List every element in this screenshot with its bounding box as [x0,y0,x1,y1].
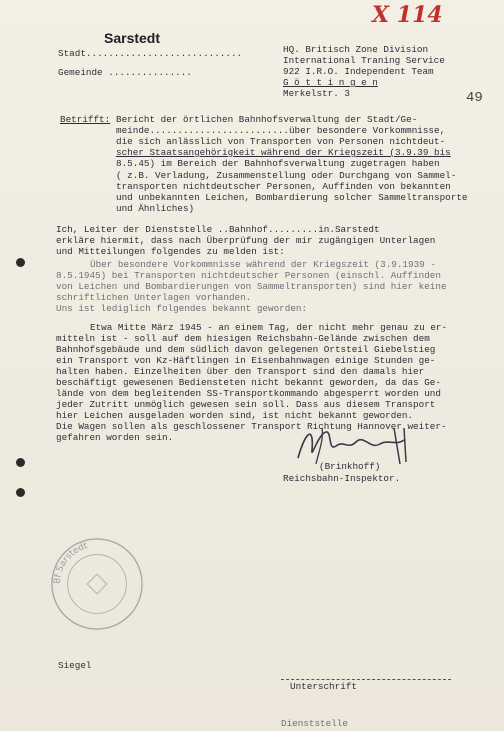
body-line: beschäftigt gewesenen Bediensteten nicht bekannt geworden, da das Ge- [56,377,441,388]
page-number: 49 [466,90,483,106]
body-line: halten haben. Einzelheiten über den Transport sind den damals hier [56,366,425,377]
stadt-dots: ............................ [85,48,243,59]
body-line: Die Wagen sollen als geschlossener Transport Richtung Hannover weiter- [56,421,447,432]
recipient-line-4: G ö t t i n g e n [283,77,378,88]
unterschrift-label: Unterschrift [290,681,357,692]
body-line: ein Transport von Kz-Häftlingen in Eisenbahnwagen einige Stunden ge- [56,355,436,366]
gemeinde-dots: ............... [108,67,192,78]
dienststelle-label: Dienststelle [281,718,348,729]
body-line: Bahnhofsgebäude und dem südlich davon gelegenen Ortsteil Giebelstieg [56,344,436,355]
stamp-ring-text: Bf Sarstedt [52,541,89,585]
subject-line: meinde.........................über besondere Vorkommnisse, [116,125,446,136]
subject-line: scher Staatsangehörigkeit während der Kriegszeit (3.9.39 bis [116,147,451,158]
printed-line: 8.5.1945) bei Transporten nichtdeutscher Personen (einschl. Auffinden [56,270,441,281]
stadt-label: Stadt [58,48,86,59]
recipient-line-5: Merkelstr. 3 [283,88,350,99]
printed-line: von Leichen und Bombardierungen von Sammeltransporten) sind hier keine [56,281,447,292]
signature-line [281,679,451,680]
body-line: lände von dem begleitenden SS-Transportkommando abgesperrt worden und [56,388,441,399]
stadt-field [58,48,242,59]
city-stamp: Sarstedt [104,30,161,46]
declaration-line: erkläre hiermit, dass nach Überprüfung der mir zugängigen Unterlagen [56,235,436,246]
printed-line: Uns ist lediglich folgendes bekannt geworden: [56,303,308,314]
declaration-line: Ich, Leiter der Dienststelle ..Bahnhof.........in.Sarstedt [56,224,380,235]
punch-hole [16,258,25,267]
body-line: Etwa Mitte März 1945 - an einem Tag, der nicht mehr genau zu er- [90,322,448,333]
printed-line: Über besondere Vorkommnisse während der Kriegszeit (3.9.1939 - [90,259,436,270]
punch-hole [16,458,25,467]
subject-line: und unbekannten Leichen, Bombardierung solcher Sammeltransporte [116,192,468,203]
body-line: jeder Zutritt unmöglich gewesen sein soll. Dass aus diesem Transport [56,399,436,410]
gemeinde-field [58,67,192,78]
body-line: mitteln ist - soll auf dem hiesigen Reichsbahn-Gelände zwischen dem [56,333,430,344]
subject-line: Bericht der örtlichen Bahnhofsverwaltung der Stadt/Ge- [116,114,418,125]
printed-line: schriftlichen Unterlagen vorhanden. [56,292,252,303]
punch-hole [16,488,25,497]
recipient-line-1: HQ. Britisch Zone Division [283,44,429,55]
signatory-title: Reichsbahn-Inspektor. [283,473,401,484]
subject-line: 8.5.45) im Bereich der Bahnhofsverwaltung zugetragen haben [116,158,440,169]
body-line: hier Leichen ausgeladen worden sind, ist nicht bekannt geworden. [56,410,414,421]
signatory-name: (Brinkhoff) [319,461,381,472]
subject-line: transporten nichtdeutscher Personen, Auffinden von bekannten [116,181,451,192]
subject-line: und Ähnliches) [116,203,195,214]
red-archive-mark: X 114 [372,2,443,28]
recipient-line-3: 922 I.R.O. Independent Team [283,66,434,77]
siegel-label: Siegel [58,660,92,671]
body-line: gefahren worden sein. [56,432,174,443]
subject-label: Betrifft: [60,114,111,125]
recipient-line-2: International Traning Service [283,55,445,66]
official-round-stamp [48,535,146,633]
subject-line: ( z.B. Verladung, Zusammenstellung oder Durchgang von Sammel- [116,170,457,181]
subject-line: die sich anlässlich von Transporten von Personen nichtdeut- [116,136,446,147]
declaration-line: und Mitteilungen folgendes zu melden ist: [56,246,285,257]
gemeinde-label: Gemeinde [58,67,103,78]
